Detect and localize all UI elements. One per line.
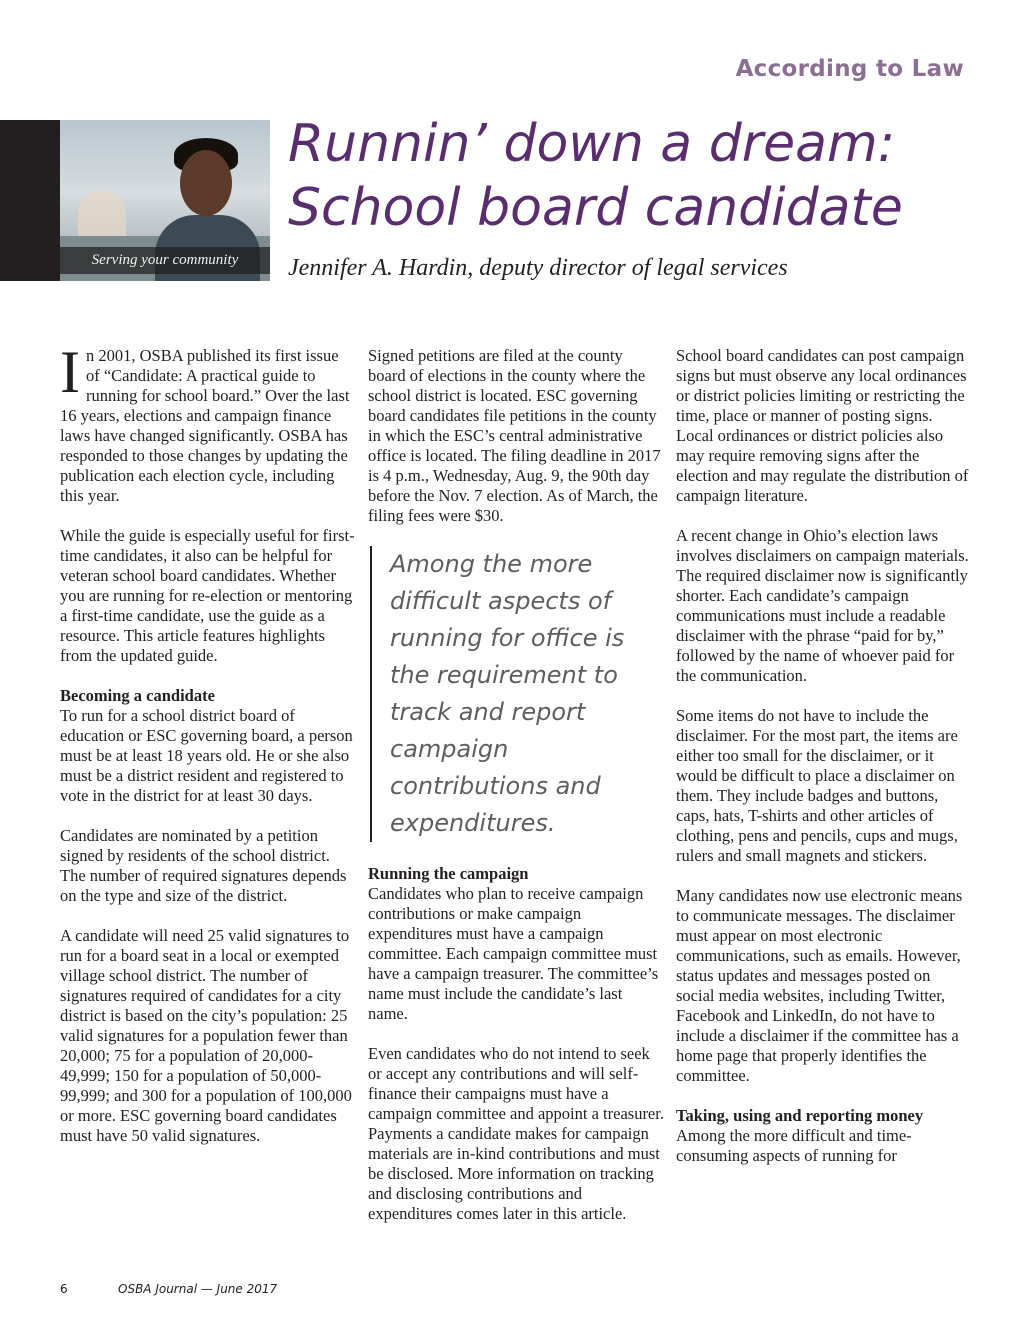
journal-footer: OSBA Journal — June 2017 xyxy=(118,1282,278,1296)
paragraph: Some items do not have to include the disclaimer. For the most part, the items are either too small for the disclaimer, or it would be difficult to place a disclaimer on them. They include badges and buttons, caps, hats, T-shirts and other articles of clothing, pens and pencils, cups and mugs, rulers and small magnets and stickers. xyxy=(676,706,958,865)
pull-quote: Among the more difficult aspects of running for office is the requirement to track and report campaign contributions and expenditures. xyxy=(370,546,664,842)
paragraph xyxy=(60,339,356,506)
paragraph: A candidate will need 25 valid signatures to run for a board seat in a local or exempted village school district. The number of signatures required of candidates for a city district is based on the city’s population: 25 valid signatures for a population fewer than 20,000; 75 for a population of 20,000-49,999; 150 for a population of 50,000-99,999; and 300 for a population of 100,000 or more. ESC governing board candidates must have 50 valid signatures. xyxy=(60,926,352,1145)
paragraph: Even candidates who do not intend to seek or accept any contributions and will self-finance their campaigns must have a campaign committee and appoint a treasurer. Payments a candidate makes for campaign materials are in-kind contributions and must be disclosed. More information on tracking and disclosing contributions and expenditures comes later in this article. xyxy=(368,1044,664,1223)
column-1 xyxy=(60,339,356,1166)
byline: Jennifer A. Hardin, deputy director of legal services xyxy=(288,255,788,281)
subheading-running-campaign: Running the campaign xyxy=(368,864,529,883)
paragraph: Signed petitions are filed at the county board of elections in the county where the school district is located. ESC governing board candidates file petitions in the county in which the ESC’s central administrative office is located. The filing deadline in 2017 is 4 p.m., Wednesday, Aug. 9, the 90th day before the Nov. 7 election. As of March, the filing fees were $30. xyxy=(368,346,661,525)
paragraph: While the guide is especially useful for first-time candidates, it also can be helpful for veteran school board candidates. Whether you are running for re-election or mentoring a first-time candidate, use the guide as a resource. This article features highlights from the updated guide. xyxy=(60,526,355,665)
photo-student-head xyxy=(180,150,232,216)
subheading-taking-money: Taking, using and reporting money xyxy=(676,1106,924,1125)
paragraph: A recent change in Ohio’s election laws involves disclaimers on campaign materials. The required disclaimer now is significantly shorter. Each candidate’s campaign communications must include a readable disclaimer with the phrase “paid for by,” followed by the name of whoever paid for the communication. xyxy=(676,526,969,685)
paragraph: School board candidates can post campaign signs but must observe any local ordinances or district policies limiting or restricting the time, place or manner of posting signs. Local ordinances or district policies also may require removing signs after the election and may regulate the distribution of campaign literature. xyxy=(676,346,969,505)
header-black-bar xyxy=(0,120,60,281)
header-photo xyxy=(60,120,270,281)
paragraph: Many candidates now use electronic means to communicate messages. The disclaimer must appear on most electronic communications, such as emails. However, status updates and messages posted on social media websites, including Twitter, Facebook and LinkedIn, do not have to include a disclaimer if the committee has a home page that properly identifies the committee. xyxy=(676,886,963,1085)
paragraph: Among the more difficult and time-consuming aspects of running for xyxy=(676,1126,912,1165)
paragraph: Candidates are nominated by a petition signed by residents of the school district. The number of required signatures depends on the type and size of the district. xyxy=(60,826,347,905)
photo-caption: Serving your community xyxy=(60,247,270,274)
paragraph-text: n 2001, OSBA published its first issue of “Candidate: A practical guide to running for school board.” Over the last 16 years, elections and campaign finance laws have changed significantly. OSBA has responded to those changes by updating the publication each election cycle, including this year. xyxy=(60,346,350,505)
page-number: 6 xyxy=(60,1282,68,1296)
section-label: According to Law xyxy=(735,56,964,82)
column-2 xyxy=(368,346,664,1244)
article-title xyxy=(288,112,903,240)
title-line-2: School board candidate xyxy=(288,178,903,238)
subheading-becoming-candidate: Becoming a candidate xyxy=(60,686,215,705)
paragraph: Candidates who plan to receive campaign contributions or make campaign expenditures must have a campaign committee. Each campaign committee must have a campaign treasurer. The committee’s name must include the candidate’s last name. xyxy=(368,884,659,1023)
paragraph: To run for a school district board of education or ESC governing board, a person must be at least 18 years old. He or she also must be a district resident and registered to vote in the district for at least 30 days. xyxy=(60,706,353,805)
column-3 xyxy=(676,346,972,1186)
drop-cap: I xyxy=(60,339,80,405)
title-line-1: Runnin’ down a dream: xyxy=(288,114,896,174)
